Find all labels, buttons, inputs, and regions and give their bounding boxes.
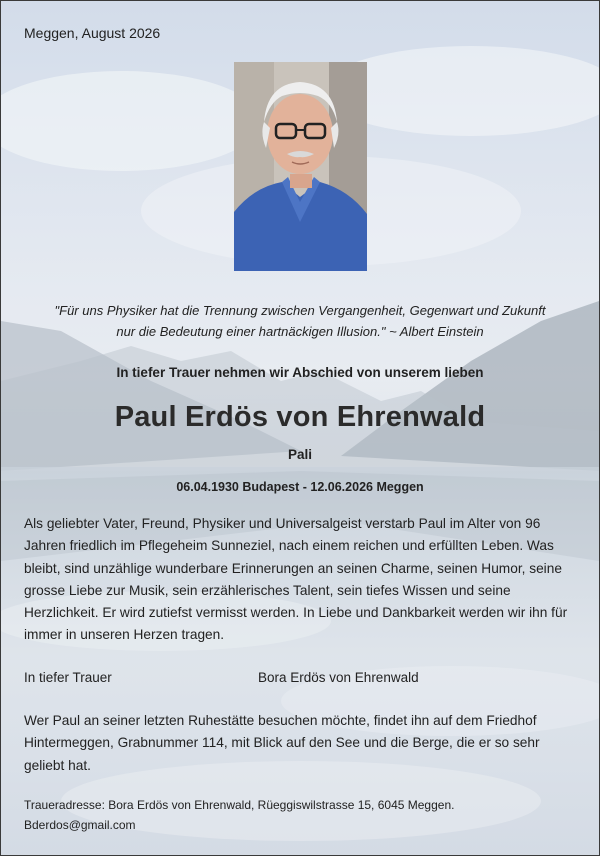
quote-line-1: "Für uns Physiker hat die Trennung zwischen Vergangenheit, Gegenwart und Zukunft (54, 303, 546, 318)
farewell-intro: In tiefer Trauer nehmen wir Abschied von unserem lieben (116, 365, 484, 380)
portrait-photo (234, 62, 367, 271)
mourners-label: In tiefer Trauer (24, 670, 112, 685)
deceased-name: Paul Erdös von Ehrenwald (114, 401, 486, 433)
quote-line-2: nur die Bedeutung einer hartnäckigen Illusion." ~ Albert Einstein (116, 324, 484, 339)
einstein-quote (21, 300, 579, 342)
obituary-content (1, 1, 599, 855)
place-date: Meggen, August 2026 (24, 25, 161, 41)
life-dates: 06.04.1930 Budapest - 12.06.2026 Meggen (176, 480, 424, 494)
grave-visit-text: Wer Paul an seiner letzten Ruhestätte besuchen möchte, findet ihn auf dem Friedhof Hintermeggen, Grabnummer 114, mit Blick auf den See und die Berge, die er so sehr geliebt hat. (24, 713, 540, 773)
contact-block (24, 795, 580, 835)
portrait-icon (234, 62, 367, 271)
mourning-address: Traueradresse: Bora Erdös von Ehrenwald, Rüeggiswilstrasse 15, 6045 Meggen. (24, 798, 455, 812)
deceased-nickname: Pali (287, 447, 312, 462)
mourner-name: Bora Erdös von Ehrenwald (258, 670, 419, 685)
obituary-text: Als geliebter Vater, Freund, Physiker und Universalgeist verstarb Paul im Alter von 96 Jahren friedlich im Pflegeheim Sunneziel, nach einem reichen und erfüllten Leben. Was bleibt, sind unzählige wunderbare Erinnerungen an seinen Charme, seinen Humor, seine grosse Liebe zur Musik, sein erzählerisches Talent, sein tiefes Wissen und seine Herzlichkeit. Er wird zutiefst vermisst werden. In Liebe und Dankbarkeit werden wir ihn für immer in unseren Herzen tragen. (24, 516, 568, 643)
contact-email: Bderdos@gmail.com (24, 818, 136, 832)
